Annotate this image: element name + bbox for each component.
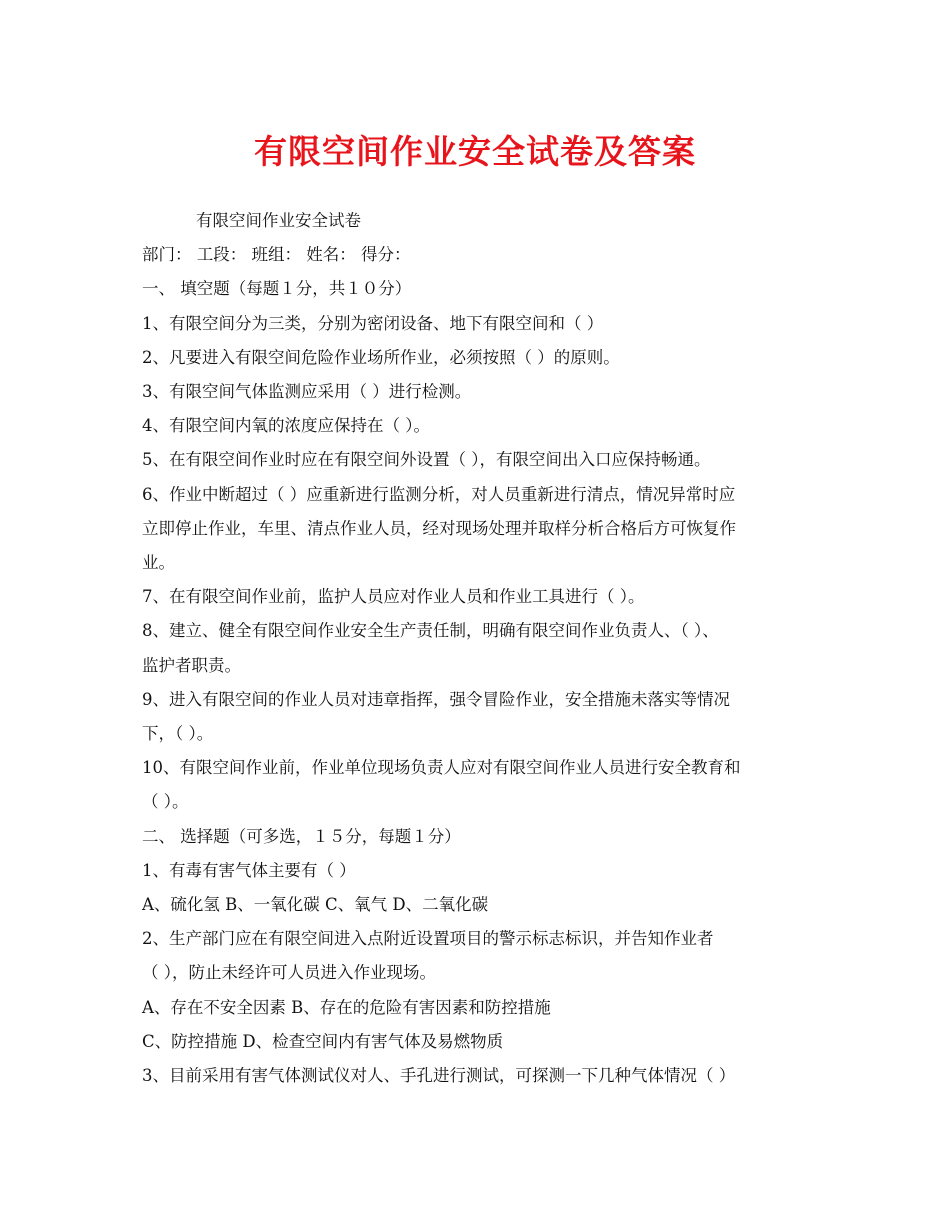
question-1-7: 7、在有限空间作业前，监护人员应对作业人员和作业工具进行（ ）。 [142, 587, 645, 607]
question-1-8-line-1: 8、建立、健全有限空间作业安全生产责任制，明确有限空间作业负责人、（ ）、 [142, 621, 719, 641]
question-1-10-line-1: 10、有限空间作业前，作业单位现场负责人应对有限空间作业人员进行安全教育和 [142, 758, 741, 778]
question-1-2: 2、凡要进入有限空间危险作业场所作业，必须按照（ ）的原则。 [142, 347, 620, 367]
question-1-5: 5、在有限空间作业时应在有限空间外设置（ ），有限空间出入口应保持畅通。 [142, 450, 711, 470]
question-2-1-options: A、硫化氢 B、一氧化碳 C、氧气 D、二氧化碳 [142, 895, 489, 915]
question-1-6-line-2: 立即停止作业，车里、清点作业人员，经对现场处理并取样分析合格后方可恢复作 [142, 518, 736, 538]
question-2-2-line-1: 2、生产部门应在有限空间进入点附近设置项目的警示标志标识，并告知作业者 [142, 929, 714, 949]
question-1-6-line-1: 6、作业中断超过（ ）应重新进行监测分析，对人员重新进行清点，情况异常时应 [142, 484, 736, 504]
question-1-9-line-2: 下，（ ）。 [142, 724, 214, 744]
question-2-2-options-1: A、存在不安全因素 B、存在的危险有害因素和防控措施 [142, 997, 551, 1017]
section-heading-fill-blank: 一、 填空题（每题１分，共１０分） [142, 279, 412, 299]
question-2-3: 3、目前采用有害气体测试仪对人、手孔进行测试，可探测一下几种气体情况（ ） [142, 1066, 736, 1086]
question-1-9-line-1: 9、进入有限空间的作业人员对违章指挥，强令冒险作业，安全措施未落实等情况 [142, 689, 730, 709]
question-2-1: 1、有毒有害气体主要有（ ） [142, 860, 356, 880]
document-body [142, 204, 812, 1093]
question-1-3: 3、有限空间气体监测应采用（ ）进行检测。 [142, 382, 472, 402]
question-1-6-line-3: 业。 [142, 553, 175, 573]
question-1-10-line-2: （ ）。 [142, 792, 189, 812]
question-1-8-line-2: 监护者职责。 [142, 655, 241, 675]
question-1-1: 1、有限空间分为三类，分别为密闭设备、地下有限空间和（ ） [142, 313, 604, 333]
question-1-4: 4、有限空间内氧的浓度应保持在（ ）。 [142, 416, 430, 436]
question-2-2-options-2: C、防控措施 D、检查空间内有害气体及易燃物质 [142, 1031, 504, 1051]
exam-info-line: 部门： 工段： 班组： 姓名： 得分： [142, 245, 411, 265]
question-2-2-line-2: （ ），防止未经许可人员进入作业现场。 [142, 963, 436, 983]
section-heading-multiple-choice: 二、 选择题（可多选，１５分，每题１分） [142, 826, 461, 846]
exam-subtitle: 有限空间作业安全试卷 [196, 211, 361, 230]
document-title: 有限空间作业安全试卷及答案 [254, 132, 696, 171]
